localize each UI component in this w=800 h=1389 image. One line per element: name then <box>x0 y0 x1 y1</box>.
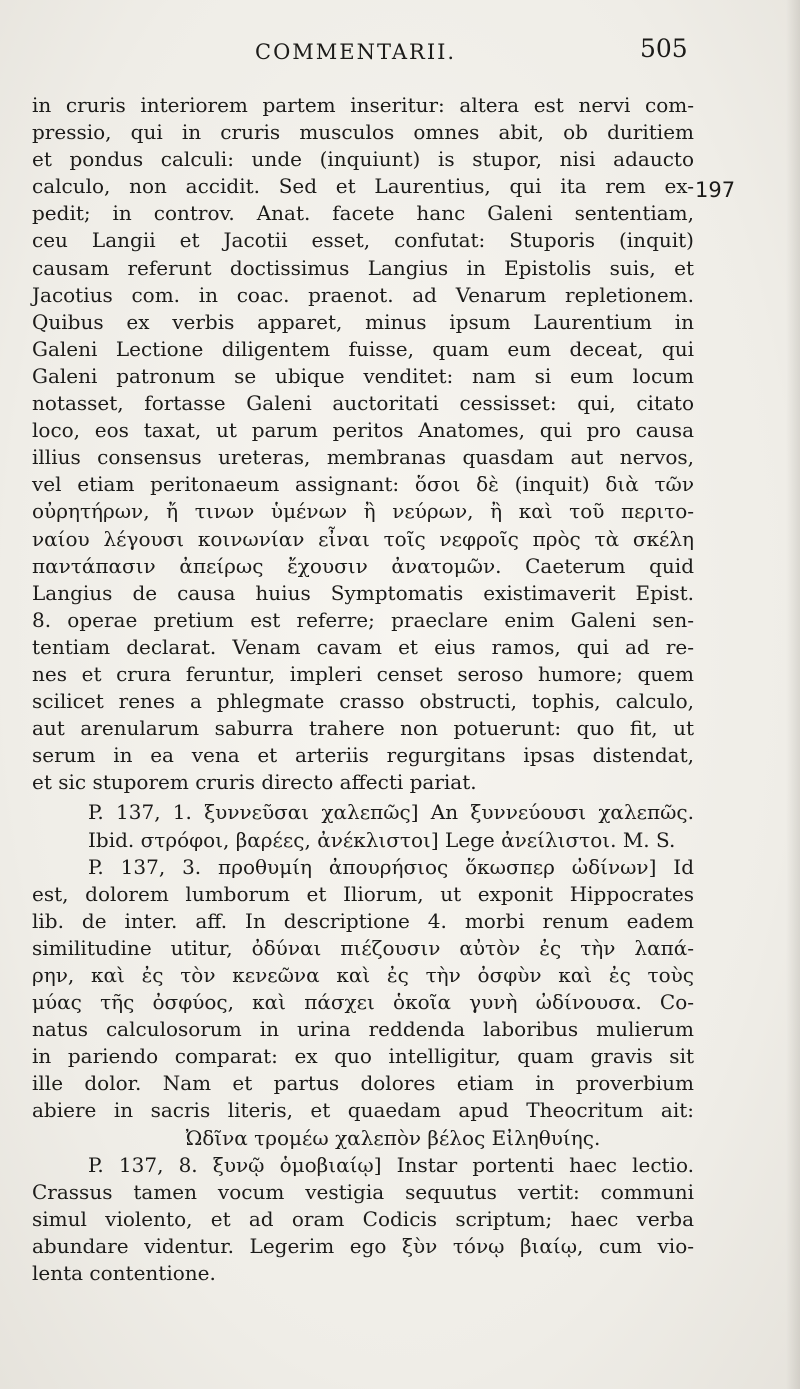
text-line: natus calculosorum in urina reddenda laboribus mulierum <box>32 1017 694 1042</box>
text-line: similitudine utitur, ὀδύναι πιέζουσιν αὐτὸν ἐς τὴν λαπά- <box>32 935 694 960</box>
text-line: ceu Langii et Jacotii esset, confutat: Stuporis (inquit) <box>32 228 694 253</box>
commentary-text <box>32 92 694 1287</box>
verse-quotation: Ὠδῖνα τρομέω χαλεπὸν βέλος Εἰληθυίης. <box>185 1125 601 1150</box>
text-line: pressio, qui in cruris musculos omnes abit, ob duritiem <box>32 120 694 145</box>
text-line: P. 137, 8. ξυνῷ ὁμοβιαίῳ] Instar portenti haec lectio. <box>88 1152 694 1177</box>
text-line: calculo, non accidit. Sed et Laurentius, qui ita rem ex- <box>32 174 694 199</box>
text-line: lenta contentione. <box>32 1261 216 1286</box>
text-line: est, dolorem lumborum et Iliorum, ut exponit Hippocrates <box>32 881 694 906</box>
text-line: pedit; in controv. Anat. facete hanc Galeni sententiam, <box>32 201 694 226</box>
page-edge-shadow <box>786 0 800 1389</box>
text-line: ille dolor. Nam et partus dolores etiam in proverbium <box>32 1071 694 1096</box>
text-line: Galeni patronum se ubique venditet: nam si eum locum <box>32 363 694 388</box>
text-line: οὐρητήρων, ἤ τινων ὑμένων ἢ νεύρων, ἢ καὶ τοῦ περιτο- <box>32 499 694 524</box>
text-line: ναίου λέγουσι κοινωνίαν εἶναι τοῖς νεφροῖς πρὸς τὰ σκέλη <box>32 526 694 551</box>
page-number: 505 <box>640 34 688 63</box>
text-line: abiere in sacris literis, et quaedam apud Theocritum ait: <box>32 1098 694 1123</box>
text-line: et pondus calculi: unde (inquiunt) is stupor, nisi adaucto <box>32 147 694 172</box>
text-line: 8. operae pretium est referre; praeclare enim Galeni sen- <box>32 607 694 632</box>
page-header <box>0 30 800 70</box>
text-line: causam referunt doctissimus Langius in Epistolis suis, et <box>32 255 694 280</box>
text-line: loco, eos taxat, ut parum peritos Anatomes, qui pro causa <box>32 418 694 443</box>
text-line: ρην, καὶ ἐς τὸν κενεῶνα καὶ ἐς τὴν ὀσφὺν καὶ ἐς τοὺς <box>32 963 694 987</box>
text-line: Quibus ex verbis apparet, minus ipsum Laurentium in <box>32 309 694 334</box>
text-line: Crassus tamen vocum vestigia sequutus vertit: communi <box>32 1179 694 1204</box>
text-line: lib. de inter. aff. In descriptione 4. morbi renum eadem <box>32 908 694 933</box>
text-line: notasset, fortasse Galeni auctoritati cessisset: qui, citato <box>32 391 694 416</box>
running-title: COMMENTARII. <box>255 40 457 64</box>
text-line: tentiam declarat. Venam cavam et eius ramos, qui ad re- <box>32 634 694 659</box>
text-line: Jacotius com. in coac. praenot. ad Venarum repletionem. <box>32 282 694 307</box>
text-line: nes et crura feruntur, impleri censet seroso humore; quem <box>32 661 694 686</box>
text-line: μύας τῆς ὀσφύος, καὶ πάσχει ὁκοῖα γυνὴ ὠδίνουσα. Co- <box>32 990 694 1015</box>
text-line: P. 137, 3. προθυμίη ἀπουρήσιος ὅκωσπερ ὠδίνων] Id <box>88 854 694 879</box>
text-line: illius consensus ureteras, membranas quasdam aut nervos, <box>32 445 694 470</box>
text-line: P. 137, 1. ξυννεῦσαι χαλεπῶς] An ξυννεύουσι χαλεπῶς. <box>88 800 694 825</box>
text-line: simul violento, et ad oram Codicis scriptum; haec verba <box>32 1206 694 1231</box>
text-line: in cruris interiorem partem inseritur: altera est nervi com- <box>32 93 694 117</box>
text-line: Ibid. στρόφοι, βαρέες, ἀνέκλιστοι] Lege ἀνείλιστοι. M. S. <box>88 827 676 852</box>
text-line: aut arenularum saburra trahere non potuerunt: quo fit, ut <box>32 716 694 741</box>
margin-note: 197 <box>695 178 736 202</box>
text-line: scilicet renes a phlegmate crasso obstructi, tophis, calculo, <box>32 689 694 714</box>
text-line: serum in ea vena et arteriis regurgitans ipsas distendat, <box>32 743 694 768</box>
text-line: in pariendo comparat: ex quo intelligitur, quam gravis sit <box>32 1044 694 1069</box>
text-line: abundare videntur. Legerim ego ξὺν τόνῳ βιαίῳ, cum vio- <box>32 1233 694 1258</box>
text-line: Galeni Lectione diligentem fuisse, quam eum deceat, qui <box>32 336 694 361</box>
text-line: vel etiam peritonaeum assignant: ὅσοι δὲ (inquit) διὰ τῶν <box>32 472 694 497</box>
text-line: Langius de causa huius Symptomatis existimaverit Epist. <box>32 580 694 605</box>
text-line: et sic stuporem cruris directo affecti pariat. <box>32 770 477 795</box>
text-line: παντάπασιν ἀπείρως ἔχουσιν ἀνατομῶν. Caeterum quid <box>32 553 694 578</box>
